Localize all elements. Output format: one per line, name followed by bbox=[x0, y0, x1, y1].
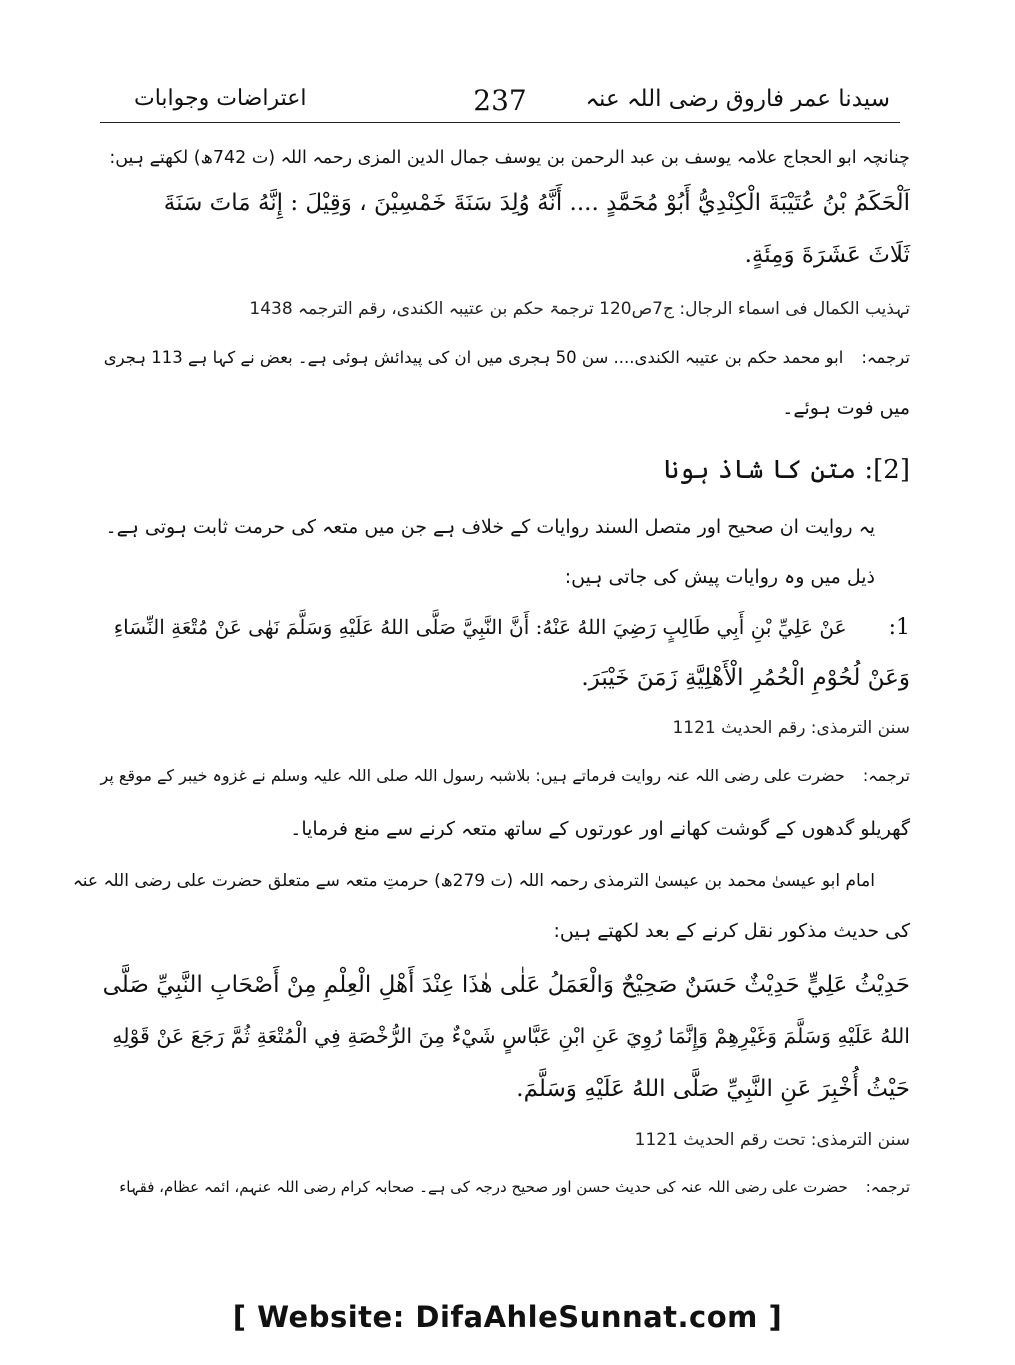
hadith-1-line-1 bbox=[114, 615, 910, 640]
website-footer: [ Website: DifaAhleSunnat.com ] bbox=[232, 1300, 783, 1334]
translation-3-line-1 bbox=[119, 1178, 910, 1196]
translation-text: ابو محمد حکم بن عتیبہ الکندی.... سن 50 ہجری میں ان کی پیدائش ہوئی ہے۔ بعض نے کہا ہے 113 ہجری bbox=[103, 348, 844, 367]
chapter-title: اعتراضات وجوابات bbox=[134, 86, 307, 111]
translation-1-line-2: میں فوت ہوئے۔ bbox=[782, 397, 910, 419]
page-header bbox=[100, 84, 900, 123]
translation-label: ترجمہ: bbox=[865, 1178, 910, 1196]
hadith-2-line-2: اللهُ عَلَيْهِ وَسَلَّمَ وَغَيْرِهِمْ وَإِنَّمَا رُوِيَ عَنِ ابْنِ عَبَّاسٍ شَيْءٌ مِنَ الرُّخْصَةِ فِي الْمُتْعَةِ ثُمَّ رَجَعَ عَنْ قَوْلِهِ bbox=[112, 1024, 910, 1048]
arabic-quote-line-1: اَلْحَكَمُ بْنُ عُتَيْبَةَ الْكِنْدِيُّ أَبُوْ مُحَمَّدٍ .... أَنَّهُ وُلِدَ سَنَةَ خَمْسِيْنَ ، وَقِيْلَ : إِنَّهُ مَاتَ سَنَةَ bbox=[163, 190, 910, 216]
translation-text: حضرت علی رضی اللہ عنہ روایت فرماتے ہیں: بلاشبہ رسول اللہ صلی اللہ علیہ وسلم نے غزوہ خیبر کے موقع پر bbox=[100, 766, 845, 785]
reference-3: سنن الترمذی: تحت رقم الحدیث 1121 bbox=[634, 1130, 910, 1150]
paragraph-4: کی حدیث مذکور نقل کرنے کے بعد لکھتے ہیں: bbox=[553, 920, 910, 942]
translation-2-line-1 bbox=[101, 766, 910, 785]
arabic-quote-line-2: ثَلَاثَ عَشَرَةَ وَمِئَةٍ. bbox=[744, 242, 910, 268]
hadith-1-line-2: وَعَنْ لُحُوْمِ الْحُمُرِ الْأَهْلِيَّةِ زَمَنَ خَيْبَرَ. bbox=[581, 665, 910, 691]
hadith-2-line-3: حَيْثُ أُخْبِرَ عَنِ النَّبِيِّ صَلَّى اللهُ عَلَيْهِ وَسَلَّمَ. bbox=[516, 1076, 910, 1102]
paragraph-1: یہ روایت ان صحیح اور متصل السند روایات کے خلاف ہے جن میں متعہ کی حرمت ثابت ہوتی ہے۔ bbox=[105, 516, 875, 538]
hadith-text: عَنْ عَلِيِّ بْنِ أَبِي طَالِبٍ رَضِيَ اللهُ عَنْهُ: أَنَّ النَّبِيَّ صَلَّى اللهُ عَلَيْهِ وَسَلَّمَ نَهٰى عَنْ مُتْعَةِ النِّسَاءِ bbox=[113, 615, 847, 639]
section-heading: [2]: متن کا شاذ ہونا bbox=[663, 455, 910, 485]
hadith-number: 1: bbox=[888, 615, 910, 640]
page-number: 237 bbox=[473, 84, 527, 117]
reference-1: تہذیب الکمال فی اسماء الرجال: ج7ص120 ترجمۃ حکم بن عتیبہ الکندی، رقم الترجمہ 1438 bbox=[249, 299, 910, 319]
paragraph-3: امام ابو عیسیٰ محمد بن عیسیٰ الترمذی رحمہ اللہ (ت 279ھ) حرمتِ متعہ سے متعلق حضرت علی رضی اللہ عنہ bbox=[72, 871, 875, 891]
translation-1-line-1 bbox=[104, 348, 910, 367]
translation-text: حضرت علی رضی اللہ عنہ کی حدیث حسن اور صحیح درجہ کی ہے۔ صحابہ کرام رضی اللہ عنہم، ائمہ عظام، فقہاء bbox=[119, 1178, 848, 1196]
translation-2-line-2: گھریلو گدھوں کے گوشت کھانے اور عورتوں کے ساتھ متعہ کرنے سے منع فرمایا۔ bbox=[290, 818, 910, 840]
translation-label: ترجمہ: bbox=[861, 348, 910, 367]
reference-2: سنن الترمذی: رقم الحدیث 1121 bbox=[672, 718, 910, 738]
hadith-2-line-1: حَدِيْثُ عَلِيٍّ حَدِيْثٌ حَسَنٌ صَحِيْحٌ وَالْعَمَلُ عَلٰى هٰذَا عِنْدَ أَهْلِ الْعِلْمِ مِنْ أَصْحَابِ النَّبِيِّ صَلَّى bbox=[102, 972, 910, 998]
translation-label: ترجمہ: bbox=[862, 766, 910, 785]
intro-line: چنانچہ ابو الحجاج علامہ یوسف بن عبد الرحمن بن یوسف جمال الدین المزی رحمہ اللہ (ت 742ھ) لکھتے ہیں: bbox=[109, 148, 910, 168]
paragraph-2: ذیل میں وہ روایات پیش کی جاتی ہیں: bbox=[564, 566, 875, 588]
book-title: سیدنا عمر فاروق رضی اللہ عنہ bbox=[585, 86, 890, 112]
